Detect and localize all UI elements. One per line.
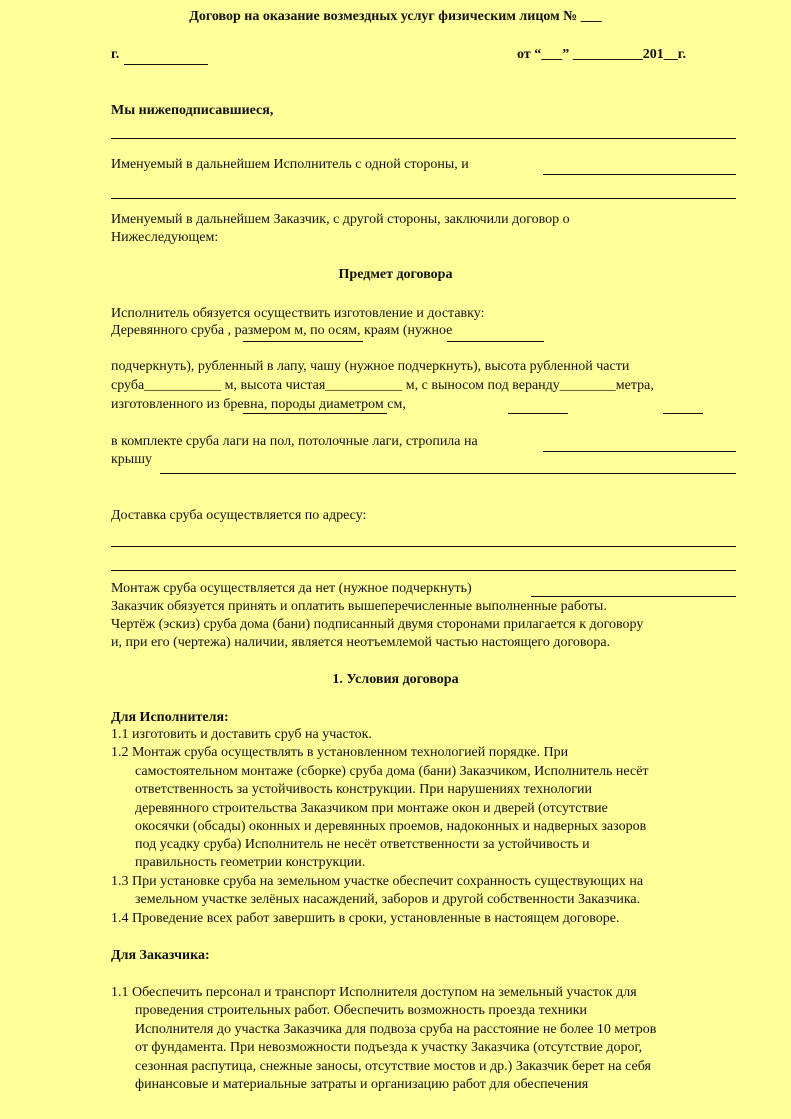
customer-item: Исполнителя до участка Заказчика для подвоза сруба на расстояние не более 10 метров	[135, 1022, 657, 1037]
customer-text-1: Именуемый в дальнейшем Заказчик, с другой стороны, заключили договор о	[111, 212, 570, 227]
subject-line: Исполнитель обязуется осуществить изготовление и доставку:	[111, 306, 485, 321]
executor-item: земельном участке зелёных насаждений, заборов и другой собственности Заказчика.	[135, 892, 641, 907]
address-line-2[interactable]	[111, 570, 736, 571]
parties-intro: Мы нижеподписавшиеся,	[111, 103, 274, 118]
subject-line: и, при его (чертежа) наличии, является неотъемлемой частью настоящего договора.	[111, 635, 611, 650]
party1-name-line[interactable]	[111, 138, 736, 139]
conditions-heading: 1. Условия договора	[332, 672, 459, 687]
city-label: г.	[111, 47, 120, 62]
customer-item: финансовые и материальные затраты и организацию работ для обеспечения	[135, 1077, 589, 1092]
city-field-line[interactable]	[124, 64, 208, 65]
subject-line: подчеркнуть), рубленный в лапу, чашу (нужное подчеркнуть), высота рубленной части	[111, 359, 630, 374]
subject-line: в комплекте сруба лаги на пол, потолочные лаги, стропила на	[111, 434, 478, 449]
diameter-field-line[interactable]	[663, 413, 703, 414]
installation-field-line[interactable]	[531, 596, 736, 597]
customer-text-2: Нижеследующем:	[111, 230, 219, 245]
customer-item: проведения строительных работ. Обеспечить возможность проезда техники	[135, 1003, 588, 1018]
executor-heading: Для Исполнителя:	[111, 710, 229, 725]
size-field-line[interactable]	[447, 341, 544, 342]
executor-item: ответственность за устойчивость конструкции. При нарушениях технологии	[135, 782, 592, 797]
customer-heading: Для Заказчика:	[111, 948, 210, 963]
material-field-line[interactable]	[243, 413, 387, 414]
executor-item: 1.4 Проведение всех работ завершить в сроки, установленные в настоящем договоре.	[111, 911, 620, 926]
subject-line: изготовленного из бревна, породы диаметром см,	[111, 397, 406, 412]
executor-text: Именуемый в дальнейшем Исполнитель с одной стороны, и	[111, 157, 469, 172]
address-line-1[interactable]	[111, 546, 736, 547]
executor-item: деревянного строительства Заказчиком при монтаже окон и дверей (отсутствие	[135, 801, 608, 816]
wood-type-field-line[interactable]	[508, 413, 568, 414]
executor-item: под усадку сруба) Исполнитель не несёт ответственности за устойчивость и	[135, 837, 590, 852]
log-type-field-line[interactable]	[243, 341, 363, 342]
executor-item: 1.3 При установке сруба на земельном участке обеспечит сохранность существующих на	[111, 874, 644, 889]
party2-name-line[interactable]	[111, 198, 736, 199]
executor-item: 1.1 изготовить и доставить сруб на участок.	[111, 727, 372, 742]
executor-item: окосячки (обсады) оконных и деревянных проемов, надоконных и надверных зазоров	[135, 819, 647, 834]
contract-date: от “___” __________201__г.	[517, 47, 686, 62]
executor-field-line[interactable]	[543, 174, 736, 175]
subject-line: Заказчик обязуется принять и оплатить вышеперечисленные выполненные работы.	[111, 599, 607, 614]
customer-item: сезонная распутица, снежные заносы, отсутствие мостов и др.) Заказчик берет на себя	[135, 1059, 651, 1074]
subject-line: Доставка сруба осуществляется по адресу:	[111, 508, 367, 523]
subject-heading: Предмет договора	[338, 267, 453, 282]
subject-line: Чертёж (эскиз) сруба дома (бани) подписанный двумя сторонами прилагается к договору	[111, 617, 644, 632]
executor-item: самостоятельном монтаже (сборке) сруба дома (бани) Заказчиком, Исполнитель несёт	[135, 764, 649, 779]
subject-line: Монтаж сруба осуществляется да нет (нужное подчеркнуть)	[111, 581, 472, 596]
subject-line: крышу	[111, 452, 152, 467]
customer-item: от фундамента. При невозможности подъезда к участку Заказчика (отсутствие дорог,	[135, 1040, 643, 1055]
customer-item: 1.1 Обеспечить персонал и транспорт Исполнителя доступом на земельный участок для	[111, 985, 637, 1000]
roof-field-line[interactable]	[160, 473, 736, 474]
subject-line: сруба___________ м, высота чистая___________ м, с выносом под веранду________метра,	[111, 378, 654, 393]
executor-item: 1.2 Монтаж сруба осуществлять в установленном технологией порядке. При	[111, 745, 569, 760]
rafters-field-line[interactable]	[543, 451, 736, 452]
subject-line: Деревянного сруба , размером м, по осям, краям (нужное	[111, 323, 453, 338]
executor-item: правильность геометрии конструкции.	[135, 855, 366, 870]
contract-title: Договор на оказание возмездных услуг физическим лицом № ___	[189, 9, 602, 24]
